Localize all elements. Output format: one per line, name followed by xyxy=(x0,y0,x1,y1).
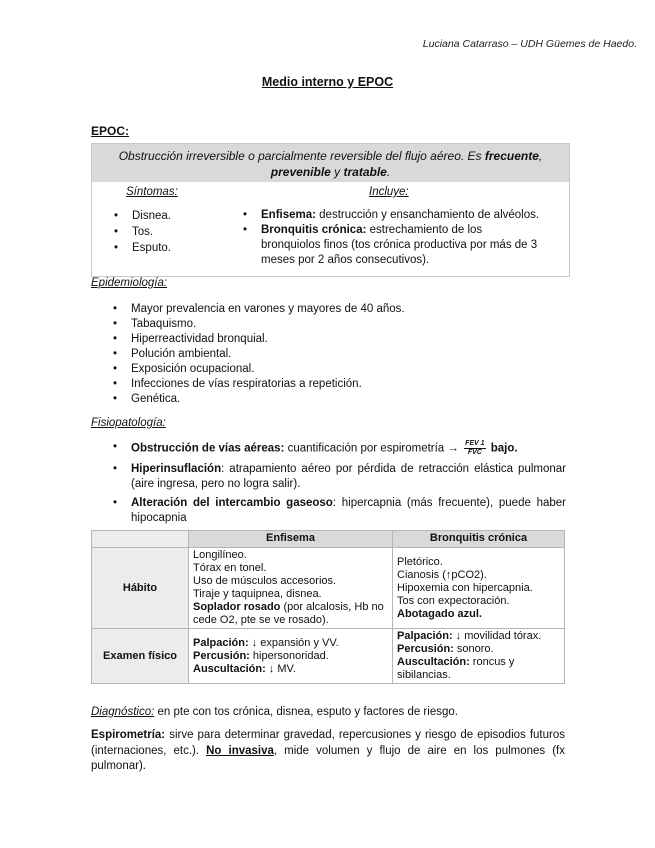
table-row xyxy=(92,548,565,629)
sintomas-list xyxy=(112,209,171,257)
cell-line: Cianosis (↑pCO2). xyxy=(397,568,487,581)
cell-line: Tiraje y taquipnea, disnea. xyxy=(193,588,322,600)
cell-line: Longilíneo. xyxy=(193,549,247,561)
comparison-table xyxy=(91,530,565,684)
list-item: • Esputo. xyxy=(112,241,171,256)
list-item: • Polución ambiental. xyxy=(111,347,405,362)
cell-line: Auscultación: roncus y sibilancias. xyxy=(397,656,515,681)
list-item: • Infecciones de vías respiratorias a repetición. xyxy=(111,377,405,392)
cell-line: Palpación: ↓ expansión y VV. xyxy=(193,636,339,649)
cell-line: Tos con expectoración. xyxy=(397,594,510,607)
list-item: • Bronquitis crónica: estrechamiento de los bronquiolos finos (tos crónica productiva por más de 3 meses por 2 años consecutivos). xyxy=(241,223,541,268)
table-corner-cell xyxy=(92,531,189,548)
list-item: • Hiperinsuflación: atrapamiento aéreo por pérdida de retracción elástica pulmonar (aire ingresa, pero no logra salir). xyxy=(111,462,566,492)
list-item: • Hiperreactividad bronquial. xyxy=(111,332,405,347)
list-item: • Mayor prevalencia en varones y mayores de 40 años. xyxy=(111,302,405,317)
list-item: • Exposición ocupacional. xyxy=(111,362,405,377)
cell-line: Abotagado azul. xyxy=(397,607,482,620)
cell-line: Hipoxemia con hipercapnia. xyxy=(397,581,533,594)
epoc-definition: Obstrucción irreversible o parcialmente reversible del flujo aéreo. Es frecuente, prevenible y tratable. xyxy=(92,144,569,182)
sintomas-heading: Síntomas: xyxy=(126,186,178,198)
cell-line: Auscultación: ↓ MV. xyxy=(193,662,296,675)
cell-line: Tórax en tonel. xyxy=(193,562,267,574)
row-header-habito: Hábito xyxy=(92,548,189,629)
espirometria-paragraph: Espirometría: sirve para determinar gravedad, repercusiones y riesgo de episodios futuros (internaciones, etc.). No invasiva, mide volumen y flujo de aire en los pulmones (fx pulmonar). xyxy=(91,729,565,772)
cell-line: Soplador rosado (por alcalosis, Hb no cede O2, pte se ve rosado). xyxy=(193,601,384,626)
fisiopatologia-list xyxy=(111,440,566,530)
table-cell xyxy=(393,629,565,684)
diagnostico-paragraph: Diagnóstico: en pte con tos crónica, disnea, esputo y factores de riesgo. xyxy=(91,706,458,718)
column-header-enfisema: Enfisema xyxy=(189,531,393,548)
table-row xyxy=(92,629,565,684)
fisiopatologia-heading: Fisiopatología: xyxy=(91,417,166,429)
list-item: • Genética. xyxy=(111,392,405,407)
column-header-bronquitis: Bronquitis crónica xyxy=(393,531,565,548)
epoc-heading: EPOC: xyxy=(91,124,130,138)
cell-line: Percusión: hipersonoridad. xyxy=(193,649,329,662)
epidemiologia-list xyxy=(111,302,405,407)
list-item: • Obstrucción de vías aéreas: cuantificación por espirometría → $\frac{\text{FEV 1}}{\text{FVC}}$ bajo. xyxy=(111,440,566,457)
page-title: Medio interno y EPOC xyxy=(261,75,394,89)
cell-line: Pletórico. xyxy=(397,555,443,568)
incluye-list xyxy=(241,208,541,268)
list-item: • Enfisema: destrucción y ensanchamiento de alvéolos. xyxy=(241,208,541,223)
table-header-row xyxy=(92,531,565,548)
table-cell xyxy=(189,629,393,684)
author-header: Luciana Catarraso – UDH Güemes de Haedo. xyxy=(422,38,637,50)
row-header-examen-fisico: Examen físico xyxy=(92,629,189,684)
epoc-definition-box xyxy=(91,143,570,277)
list-item: • Alteración del intercambio gaseoso: hipercapnia (más frecuente), puede haber hipocapnia xyxy=(111,496,566,526)
list-item: • Disnea. xyxy=(112,209,171,224)
table-cell xyxy=(189,548,393,629)
cell-line: Palpación: ↓ movilidad tórax. xyxy=(397,630,542,642)
cell-line: Uso de músculos accesorios. xyxy=(193,575,337,587)
cell-line: Percusión: sonoro. xyxy=(397,643,494,655)
table-cell xyxy=(393,548,565,629)
incluye-heading: Incluye: xyxy=(369,186,409,198)
list-item: • Tos. xyxy=(112,225,171,240)
epidemiologia-heading: Epidemiología: xyxy=(91,277,168,289)
fev1-fvc-fraction: $\frac{\text{FEV 1}}{\text{FVC}}$ xyxy=(465,440,485,456)
list-item: • Tabaquismo. xyxy=(111,317,405,332)
